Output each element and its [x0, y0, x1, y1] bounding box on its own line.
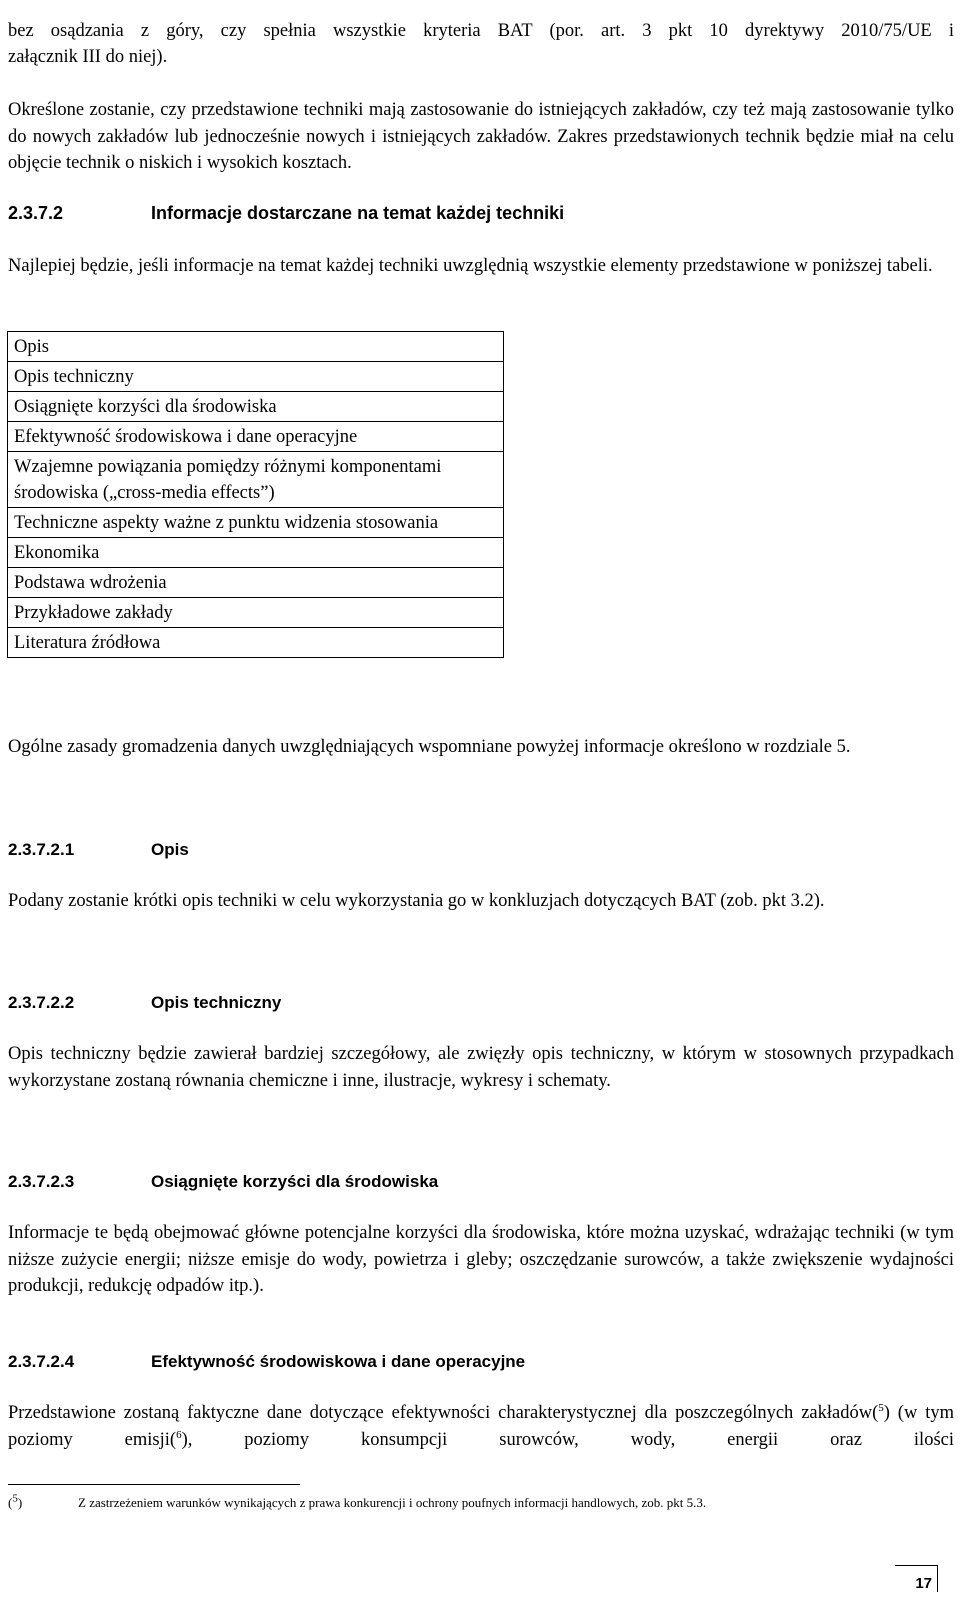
section-title: Informacje dostarczane na temat każdej techniki: [151, 203, 565, 223]
subsection-title: Osiągnięte korzyści dla środowiska: [151, 1172, 439, 1191]
table-row: [8, 628, 504, 658]
subsection-number: 2.3.7.2.1: [8, 840, 75, 859]
elements-table: [7, 331, 504, 658]
text-segment: ) (w tym poziomy emisji(: [8, 1403, 954, 1450]
subsection-number: 2.3.7.2.3: [8, 1172, 75, 1191]
subsection-number: 2.3.7.2.4: [8, 1352, 75, 1371]
subsection-text-4: [8, 1400, 954, 1453]
table-cell: Opis: [8, 332, 504, 362]
section-intro-text: Najlepiej będzie, jeśli informacje na temat każdej techniki uwzględnią wszystkie elementy przedstawione w poniższej tabeli.: [8, 256, 933, 276]
table-cell: Ekonomika: [8, 538, 504, 568]
table-row: [8, 508, 504, 538]
subsection-title: Opis techniczny: [151, 993, 282, 1012]
table-row: [8, 538, 504, 568]
subsection-text-3: Informacje te będą obejmować główne potencjalne korzyści dla środowiska, które można uzyskać, wdrażając techniki (w tym niższe zużycie energii; niższe emisje do wody, powietrza i gleby; oszczędzanie surowców, a także zwiększenie wydajności produkcji, redukcję odpadów itp.).: [8, 1223, 954, 1296]
subsection-text-1: Podany zostanie krótki opis techniki w celu wykorzystania go w konkluzjach dotyczących BAT (zob. pkt 3.2).: [8, 891, 825, 911]
table-cell: Techniczne aspekty ważne z punktu widzenia stosowania: [8, 508, 504, 538]
table-row: [8, 332, 504, 362]
subsection-heading-1: [8, 840, 189, 860]
subsection-title: Efektywność środowiskowa i dane operacyjne: [151, 1352, 526, 1371]
footnote-ref[interactable]: 6: [176, 1428, 182, 1441]
intro-paragraph: Określone zostanie, czy przedstawione techniki mają zastosowanie do istniejących zakładów, czy też mają zastosowanie tylko do nowych zakładów lub jednocześnie nowych i istniejących zakładów. Zakres przedstawionych technik będzie miał na celu objęcie technik o niskich i wysokich kosztach.: [8, 100, 954, 173]
table-cell: Wzajemne powiązania pomiędzy różnymi komponentami środowiska („cross-media effects”): [8, 452, 504, 508]
subsection-text-2: Opis techniczny będzie zawierał bardziej szczegółowy, ale zwięzły opis techniczny, w którym w stosownych przypadkach wykorzystane zostaną równania chemiczne i inne, ilustracje, wykresy i schematy.: [8, 1044, 954, 1091]
table-row: [8, 422, 504, 452]
page-number: 17: [915, 1575, 932, 1592]
table-row: [8, 598, 504, 628]
footnote-paren-close: ): [17, 1495, 23, 1510]
table-cell: Efektywność środowiskowa i dane operacyjne: [8, 422, 504, 452]
footnote: [8, 1494, 706, 1512]
footnote-number: 5: [12, 1492, 18, 1505]
subsection-heading-4: [8, 1352, 525, 1372]
footnote-divider: [8, 1484, 300, 1485]
footnote-paren-open: (: [8, 1495, 13, 1510]
subsection-number: 2.3.7.2.2: [8, 993, 75, 1012]
text-segment: Przedstawione zostaną faktyczne dane dotyczące efektywności charakterystycznej dla poszczególnych zakładów(: [8, 1403, 879, 1423]
section-number: 2.3.7.2: [8, 203, 64, 223]
footnote-marker: [8, 1494, 78, 1512]
footnote-ref[interactable]: 5: [878, 1401, 884, 1414]
table-cell: Podstawa wdrożenia: [8, 568, 504, 598]
table-cell: Opis techniczny: [8, 362, 504, 392]
footnote-text: Z zastrzeżeniem warunków wynikających z prawa konkurencji i ochrony poufnych informacji handlowych, zob. pkt 5.3.: [78, 1495, 707, 1510]
subsection-heading-3: [8, 1172, 438, 1192]
table-row: [8, 568, 504, 598]
table-cell: Osiągnięte korzyści dla środowiska: [8, 392, 504, 422]
table-cell: Literatura źródłowa: [8, 628, 504, 658]
text-segment: ), poziomy konsumpcji surowców, wody, energii oraz ilości: [181, 1429, 954, 1450]
subsection-title: Opis: [151, 840, 189, 859]
intro-line-1: bez osądzania z góry, czy spełnia wszystkie kryteria BAT (por. art. 3 pkt 10 dyrektywy 2010/75/UE i: [8, 21, 954, 41]
section-heading: [8, 203, 564, 224]
table-row: [8, 452, 504, 508]
table-row: [8, 392, 504, 422]
table-row: [8, 362, 504, 392]
subsection-heading-2: [8, 993, 281, 1013]
table-cell: Przykładowe zakłady: [8, 598, 504, 628]
after-table-text: Ogólne zasady gromadzenia danych uwzględniających wspomniane powyżej informacje określono w rozdziale 5.: [8, 737, 851, 757]
intro-line-2: załącznik III do niej).: [8, 47, 168, 67]
